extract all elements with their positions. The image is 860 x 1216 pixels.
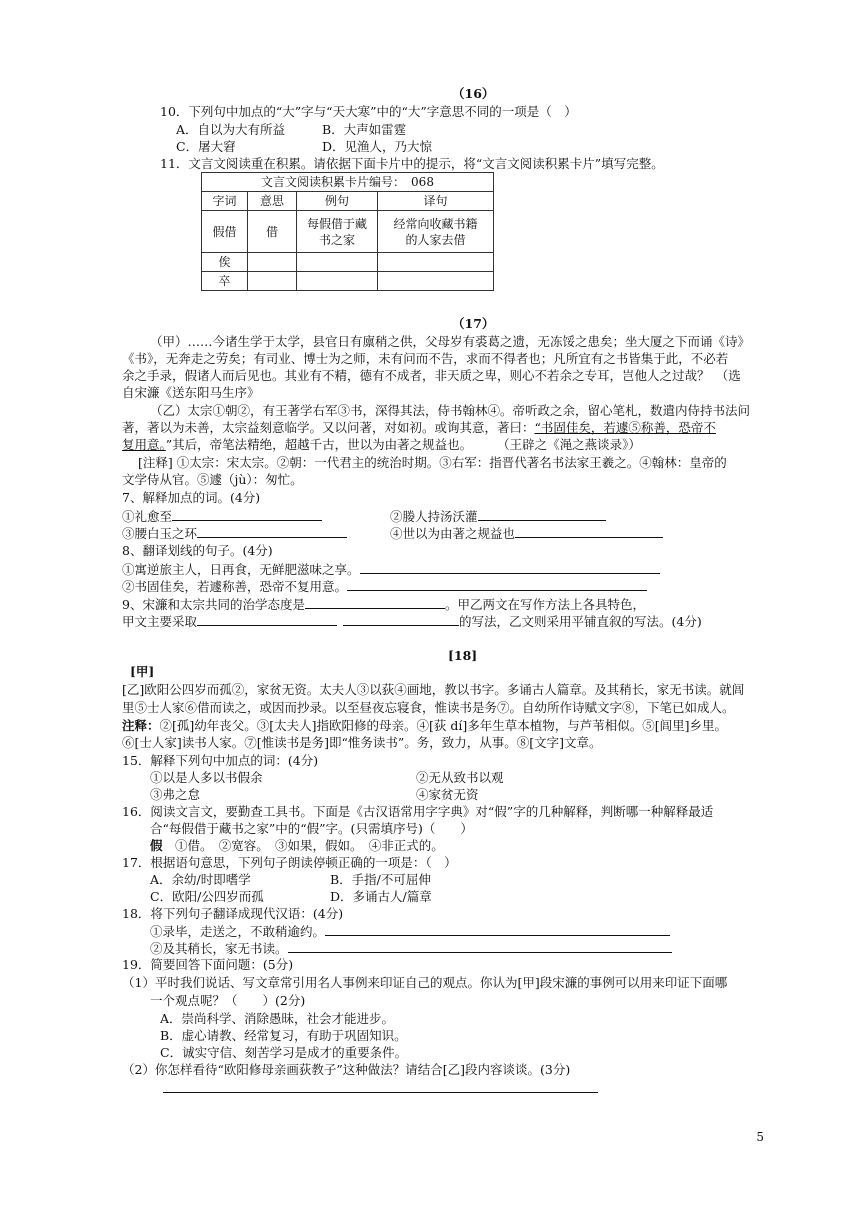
q7-item — [390, 508, 606, 525]
q8-item — [122, 561, 660, 578]
card-blank[interactable] — [378, 253, 494, 272]
card-blank[interactable] — [297, 272, 378, 291]
q18-item-text: ②及其稍长，家无书读。 — [150, 941, 288, 956]
answer-blank[interactable] — [360, 561, 660, 574]
q7-item-text: ③腰白玉之环 — [122, 526, 198, 541]
notes-line: 文学侍从官。⑤遽（jù）：匆忙。 — [122, 472, 303, 487]
answer-blank[interactable] — [288, 940, 672, 953]
q9-text: 。甲乙两文在写作方法上各具特色， — [444, 597, 645, 612]
notes-line: ⑥[士人家]读书人家。⑦[惟读书是务]即“惟务读书”。务，致力，从事。⑧[文字]文章。 — [122, 735, 602, 750]
question-9-line — [122, 596, 645, 613]
card-header-word: 字词 — [202, 192, 248, 211]
answer-blank[interactable] — [163, 1080, 598, 1093]
q17-option-b: B．手指/不可屈伸 — [330, 872, 431, 887]
q19-part-2: （2）你怎样看待“欧阳修母亲画荻教子”这种做法？请结合[乙]段内容谈谈。(3分) — [122, 1062, 571, 1077]
q17-option-d: D．多诵古人/篇章 — [330, 889, 432, 904]
card-cell-word-si: 俟 — [202, 253, 248, 272]
notes-label: 注释： — [122, 718, 160, 733]
answer-blank[interactable] — [305, 596, 445, 609]
q18-item-text: ①录毕，走送之，不敢稍逾约。 — [150, 924, 326, 939]
underlined-sentence: “书固佳矣，若遽⑤称善，恐帝不 — [534, 420, 716, 435]
q10-option-b: B．大声如雷霆 — [322, 122, 407, 137]
card-blank[interactable] — [297, 253, 378, 272]
q7-item-text: ②媵人持汤沃灌 — [390, 509, 478, 524]
question-9-line — [122, 613, 702, 630]
q7-item-text: ①礼愈至 — [122, 509, 173, 524]
question-10: 10．下列句中加点的“大”字与“天大寒”中的“大”字意思不同的一项是（ ） — [160, 104, 577, 119]
card-cell-translation: 经常向收藏书籍的人家去借 — [378, 211, 494, 253]
q7-item — [390, 525, 663, 542]
question-18: 18．将下列句子翻译成现代汉语：(4分) — [122, 906, 344, 921]
card-cell-word: 假借 — [202, 211, 248, 253]
q10-option-a: A．自以为大有所益 — [176, 122, 286, 137]
q7-item — [122, 525, 347, 542]
q17-option-c: C．欧阳/公四岁而孤 — [150, 889, 264, 904]
passage-yi-line — [122, 420, 716, 436]
card-blank[interactable] — [248, 253, 297, 272]
question-7: 7、解释加点的词。(4分) — [122, 490, 261, 505]
q8-item — [122, 578, 647, 595]
q10-option-d: D．见渔人，乃大惊 — [322, 139, 433, 154]
passage-jia-line: 《书》，无奔走之劳矣；有司业、博士为之师，未有问而不告，求而不得者也；凡所宜有之书皆集于此，不必若 — [122, 351, 729, 366]
card-blank[interactable] — [248, 272, 297, 291]
card-header-translation: 译句 — [378, 192, 494, 211]
underlined-sentence: 复用意。 — [122, 437, 166, 452]
card-blank[interactable] — [378, 272, 494, 291]
passage-jia-tag: [甲] — [130, 664, 155, 679]
q19-part-1: 一个观点呢？（ ）(2分) — [150, 993, 306, 1008]
q19-option-b: B．虚心请教、经常复习，有助于巩固知识。 — [160, 1028, 407, 1043]
answer-blank[interactable] — [197, 525, 347, 538]
q16-headword: 假 — [150, 838, 163, 853]
card-cell-word-zu: 卒 — [202, 272, 248, 291]
q15-item: ③弗之怠 — [150, 787, 201, 802]
card-cell-example: 每假借于藏书之家 — [297, 211, 378, 253]
answer-blank[interactable] — [478, 508, 606, 521]
card-title: 文言文阅读积累卡片编号： 068 — [202, 173, 494, 192]
answer-blank[interactable] — [172, 508, 322, 521]
q7-item-text: ④世以为由著之规益也 — [390, 526, 516, 541]
q16-meanings: ①借。 ②宽容。 ③如果，假如。 ④非正式的。 — [175, 838, 444, 853]
section-17-heading: （17） — [452, 316, 495, 331]
q19-part-1: （1）平时我们说话、写文章常引用名人事例来印证自己的观点。你认为[甲]段宋濂的事例可以用来印证下面哪 — [122, 975, 728, 990]
q10-option-c: C．屠大窘 — [176, 139, 236, 154]
card-header-example: 例句 — [297, 192, 378, 211]
passage-text: ”其后，帝笔法精绝，超越千古，世以为由著之规益也。 （王辟之《渑之燕谈录》） — [165, 437, 641, 452]
answer-blank[interactable] — [325, 923, 670, 936]
q7-item — [122, 508, 322, 525]
answer-blank[interactable] — [347, 578, 647, 591]
question-16: 合“每假借于藏书之家”中的“假”字。(只需填序号)（ ） — [150, 821, 473, 836]
notes-line — [122, 718, 727, 734]
question-19: 19．简要回答下面问题：(5分) — [122, 957, 294, 972]
q8-item-text: ②书固佳矣，若遽称善，恐帝不复用意。 — [122, 579, 348, 594]
answer-blank[interactable] — [197, 613, 337, 626]
notes-line: [注释] ①太宗：宋太宗。②朝：一代君主的统治时期。③右军：指晋代著名书法家王羲之。④翰林：皇帝的 — [138, 455, 727, 470]
question-8: 8、翻译划线的句子。(4分) — [122, 543, 273, 558]
passage-yi-line: （乙）太宗①朝②，有王著学右军③书，深得其法，侍书翰林④。帝听政之余，留心笔札，数遣内侍持书法问 — [150, 403, 751, 418]
q15-item: ①以是人多以书假余 — [150, 770, 263, 785]
question-17: 17．根据语句意思，下列句子朗读停顿正确的一项是：（ ） — [122, 855, 457, 870]
q8-item-text: ①寓逆旅主人，日再食，无鲜肥滋味之享。 — [122, 562, 360, 577]
passage-yi-line: 里⑤士人家⑥借而读之，或因而抄录。以至昼夜忘寝食，惟读书是务⑦。自幼所作诗赋文字⑧，下笔已如成人。 — [122, 700, 735, 715]
answer-blank[interactable] — [515, 525, 663, 538]
question-11: 11．文言文阅读重在积累。请依据下面卡片中的提示，将“文言文阅读积累卡片”填写完整。 — [160, 156, 664, 171]
passage-text: 著，著以为未善，太宗益刻意临学。又以问著，对如初。或询其意，著曰： — [122, 420, 535, 435]
q15-item: ④家贫无资 — [416, 787, 479, 802]
q9-text: 的写法，乙文则采用平铺直叙的写法。(4分) — [459, 614, 702, 629]
answer-blank[interactable] — [343, 613, 459, 626]
q16-options — [150, 838, 444, 854]
page-number: 5 — [756, 1130, 764, 1144]
notes-text: ②[孤]幼年丧父。③[太夫人]指欧阳修的母亲。④[荻 dí]多年生草本植物，与芦苇相似。⑤[闾里]乡里。 — [159, 718, 728, 733]
q18-item — [150, 923, 670, 940]
q9-text: 9、宋濂和太宗共同的治学态度是 — [122, 597, 305, 612]
q9-text: 甲文主要采取 — [122, 614, 198, 629]
q19-answer-line[interactable] — [163, 1080, 598, 1097]
passage-yi-line: [乙]欧阳公四岁而孤②，家贫无资。太夫人③以荻④画地，教以书字。多诵古人篇章。及其稍长，家无书读。就闾 — [122, 682, 745, 697]
passage-yi-line — [122, 437, 641, 453]
question-16: 16．阅读文言文，要勤查工具书。下面是《古汉语常用字字典》对“假”字的几种解释，判断哪一种解释最适 — [122, 804, 714, 819]
question-15: 15．解释下列句中加点的词：(4分) — [122, 753, 319, 768]
q18-item — [150, 940, 672, 957]
passage-jia-line: （甲）……今诸生学于太学，县官日有廪稍之供，父母岁有裘葛之遗，无冻馁之患矣；坐大厦之下而诵《诗》 — [150, 334, 751, 349]
passage-jia-source: 自宋濂《送东阳马生序》 — [122, 385, 260, 400]
passage-jia-line: 余之手录，假诸人而后见也。其业有不精，德有不成者，非天质之卑，则心不若余之专耳，岂他人之过哉？ （选 — [122, 368, 741, 383]
card-cell-meaning: 借 — [248, 211, 297, 253]
q15-item: ②无从致书以观 — [416, 770, 504, 785]
q17-option-a: A．余幼/时即嗜学 — [150, 872, 251, 887]
q19-option-a: A．崇尚科学、消除愚昧，社会才能进步。 — [160, 1011, 395, 1026]
q19-option-c: C．诚实守信、刻苦学习是成才的重要条件。 — [160, 1045, 408, 1060]
accumulation-card-table — [201, 172, 494, 291]
card-header-meaning: 意思 — [248, 192, 297, 211]
section-18-heading: [18] — [448, 648, 478, 663]
section-16-heading: （16） — [452, 86, 495, 101]
